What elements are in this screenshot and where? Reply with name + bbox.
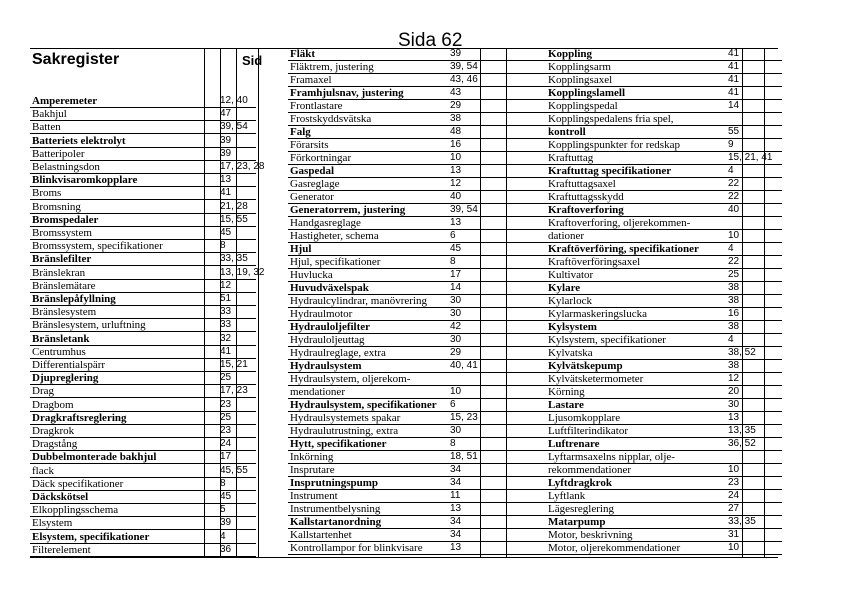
entry-label: Huvudväxelspak — [290, 282, 369, 294]
entry-pages: 40 — [450, 191, 462, 202]
entry-pages: 45 — [220, 491, 232, 502]
entry-pages: 14 — [728, 100, 740, 111]
entry-pages: 21, 28 — [220, 200, 248, 212]
entry-pages: 45 — [450, 243, 462, 254]
entry-label: Hydraulsystemets spakar — [290, 412, 401, 424]
entry-pages: 23 — [220, 425, 232, 436]
entry-label: Kylsystem, specifikationer — [548, 334, 666, 346]
page-title: Sida 62 — [398, 30, 463, 51]
entry-label: Lyftlank — [548, 490, 586, 502]
entry-label: Bränslefilter — [32, 253, 92, 266]
entry-pages: 22 — [728, 178, 740, 189]
entry-label: Kraftuttag — [548, 152, 594, 164]
entry-pages: 14 — [450, 282, 462, 293]
entry-label: Bränslekran — [32, 266, 86, 279]
entry-pages: 41 — [728, 74, 740, 85]
entry-pages: 41 — [220, 187, 232, 199]
entry-pages: 41 — [728, 48, 740, 59]
entry-pages: 23 — [220, 398, 232, 410]
entry-pages: 51 — [220, 293, 232, 304]
entry-pages: 36 — [220, 543, 232, 555]
entry-pages: 41 — [728, 87, 740, 98]
entry-label: Hydraulutrustning, extra — [290, 425, 399, 437]
entry-label: Bromspedaler — [32, 213, 99, 226]
entry-label: Kylvätsketermometer — [548, 373, 644, 385]
entry-label: rekommendationer — [548, 464, 632, 476]
entry-label: Belastningsdon — [32, 161, 100, 173]
entry-label: Batteriets elektrolyt — [32, 134, 126, 147]
entry-label: Blinkvisaromkopplare — [32, 174, 138, 187]
entry-label: Framhjulsnav, justering — [290, 87, 404, 99]
entry-label: Filterelement — [32, 543, 91, 556]
entry-label: Kraftuttagsskydd — [548, 191, 624, 203]
entry-label: Hydraulreglage, extra — [290, 347, 386, 359]
entry-label: Luftrenare — [548, 438, 600, 450]
entry-label: Hjul — [290, 243, 312, 255]
entry-label: Batten — [32, 121, 61, 134]
entry-pages: 13, 35 — [728, 425, 756, 436]
entry-pages: 30 — [450, 425, 462, 436]
entry-pages: 36, 52 — [728, 438, 756, 449]
entry-pages: 10 — [728, 464, 740, 475]
entry-pages: 30 — [450, 308, 462, 319]
entry-pages: 39, 54 — [450, 204, 478, 215]
entry-label: Elkopplingsschema — [32, 504, 119, 517]
entry-label: Kontrollampor for blinkvisare — [290, 542, 423, 554]
entry-pages: 9 — [728, 139, 734, 150]
entry-pages: 11 — [450, 490, 461, 501]
entry-label: Generatorrem, justering — [290, 204, 406, 216]
entry-label: Bränslesystem, urluftning — [32, 319, 146, 332]
entry-pages: 13 — [728, 412, 740, 423]
entry-label: Kraftuttagsaxel — [548, 178, 616, 190]
entry-label: Centrumhus — [32, 345, 86, 358]
entry-label: Kallstartenhet — [290, 529, 352, 541]
entry-pages: 10 — [728, 542, 740, 553]
entry-label: Hydrauloljefilter — [290, 321, 371, 333]
entry-label: Kopplingspunkter for redskap — [548, 139, 680, 151]
entry-label: Generator — [290, 191, 334, 203]
entry-label: Fläktrem, justering — [290, 61, 374, 73]
entry-pages: 16 — [450, 139, 462, 150]
entry-label: Hydraulcylindrar, manövrering — [290, 295, 428, 307]
entry-pages: 45, 55 — [220, 464, 248, 476]
entry-label: Dragstång — [32, 438, 78, 451]
entry-label: Hastigheter, schema — [290, 230, 379, 242]
entry-pages: 4 — [220, 530, 226, 542]
entry-label: Dubbelmonterade bakhjul — [32, 451, 157, 464]
entry-pages: 40, 41 — [450, 360, 478, 371]
entry-label: Drag — [32, 385, 54, 398]
entry-pages: 38 — [728, 295, 740, 306]
entry-label: Kylare — [548, 282, 581, 294]
entry-label: Hjul, specifikationer — [290, 256, 381, 268]
entry-pages: 12, 40 — [220, 95, 248, 106]
entry-label: Bränslemätare — [32, 279, 96, 292]
entry-pages: 13, 19, 32 — [220, 266, 265, 278]
entry-pages: 4 — [728, 165, 734, 176]
entry-label: Insprutare — [290, 464, 335, 476]
entry-label: Bakhjul — [32, 108, 67, 121]
entry-label: Hydraulsystem — [290, 360, 362, 372]
entry-label: Kraftöverföringsaxel — [548, 256, 641, 268]
entry-pages: 25 — [220, 411, 232, 423]
entry-pages: 38 — [728, 360, 740, 371]
entry-pages: 6 — [450, 230, 456, 241]
entry-pages: 13 — [450, 542, 462, 553]
entry-label: Däckskötsel — [32, 491, 89, 503]
entry-pages: 30 — [450, 295, 462, 306]
entry-pages: 22 — [728, 191, 740, 202]
entry-label: Frontlastare — [290, 100, 343, 112]
entry-pages: 24 — [220, 438, 232, 450]
entry-pages: 17 — [220, 451, 232, 463]
entry-pages: 39 — [450, 48, 462, 59]
entry-pages: 25 — [728, 269, 740, 280]
entry-pages: 10 — [450, 386, 462, 397]
entry-label: Dragkraftsreglering — [32, 411, 127, 424]
entry-label: Hytt, specifikationer — [290, 438, 387, 450]
entry-label: Insprutningspump — [290, 477, 379, 489]
entry-pages: 8 — [220, 477, 226, 489]
entry-label: Hydrauloljeuttag — [290, 334, 365, 346]
entry-pages: 39, 54 — [220, 121, 248, 133]
entry-label: dationer — [548, 230, 585, 242]
entry-pages: 15, 23 — [450, 412, 478, 423]
entry-pages: 13 — [450, 503, 462, 514]
entry-label: Frostskyddsvätska — [290, 113, 372, 125]
entry-label: Handgasreglage — [290, 217, 361, 229]
entry-pages: 17, 23 — [220, 385, 248, 397]
entry-pages: 38 — [728, 282, 740, 293]
row-rule — [546, 281, 782, 282]
entry-pages: 12 — [220, 279, 232, 291]
entry-label: Dragbom — [32, 398, 74, 411]
entry-pages: 40 — [728, 204, 740, 215]
entry-pages: 25 — [220, 372, 232, 384]
entry-label: Bromsning — [32, 200, 81, 213]
entry-label: Kraftuttag specifikationer — [548, 165, 672, 177]
entry-pages: 15, 21, 41 — [728, 152, 773, 163]
entry-label: Kopplingsaxel — [548, 74, 613, 86]
row-rule — [288, 125, 568, 126]
entry-pages: 41 — [728, 61, 740, 72]
entry-pages: 15, 55 — [220, 213, 248, 225]
column-divider — [204, 49, 205, 557]
index-title: Sakregister — [32, 51, 120, 68]
entry-pages: 16 — [728, 308, 740, 319]
entry-pages: 38 — [728, 321, 740, 332]
entry-pages: 12 — [450, 178, 462, 189]
entry-label: Dragkrok — [32, 425, 75, 437]
entry-label: Instrumentbelysning — [290, 503, 381, 515]
entry-pages: 5 — [220, 504, 226, 516]
entry-pages: 33 — [220, 306, 232, 318]
entry-label: Amperemeter — [32, 95, 98, 107]
entry-label: Hydraulsystem, oljerekom- — [290, 373, 411, 385]
entry-label: Gaspedal — [290, 165, 335, 177]
entry-label: Bromssystem — [32, 227, 92, 239]
entry-label: Kraftöverföring, specifikationer — [548, 243, 699, 255]
entry-label: Lyftdragkrok — [548, 477, 612, 489]
entry-label: Kylarmaskeringslucka — [548, 308, 647, 320]
entry-label: Däck specifikationer — [32, 477, 124, 490]
entry-pages: 8 — [220, 240, 226, 252]
entry-pages: 13 — [450, 165, 462, 176]
entry-pages: 20 — [728, 386, 740, 397]
entry-pages: 17, 23, 28 — [220, 161, 265, 172]
entry-label: Kylvätskepump — [548, 360, 623, 372]
entry-pages: 8 — [450, 438, 456, 449]
entry-label: Matarpump — [548, 516, 606, 528]
entry-label: Hydraulmotor — [290, 308, 353, 320]
entry-pages: 10 — [728, 230, 740, 241]
entry-pages: 6 — [450, 399, 456, 410]
entry-pages: 17 — [450, 269, 462, 280]
entry-label: Kopplingsarm — [548, 61, 611, 73]
entry-pages: 30 — [728, 399, 740, 410]
entry-label: Broms — [32, 187, 62, 200]
entry-label: Elsystem, specifikationer — [32, 530, 150, 543]
entry-label: flack — [32, 464, 54, 477]
entry-pages: 34 — [450, 464, 462, 475]
entry-label: Hydraulsystem, specifikationer — [290, 399, 437, 411]
entry-label: Differentialspärr — [32, 359, 106, 371]
entry-pages: 39 — [220, 517, 232, 529]
entry-pages: 45 — [220, 227, 232, 238]
entry-pages: 39 — [220, 134, 232, 146]
entry-label: Motor, oljerekommendationer — [548, 542, 681, 554]
entry-label: Bränsletank — [32, 332, 90, 345]
entry-pages: 43, 46 — [450, 74, 478, 85]
row-rule — [288, 242, 568, 243]
entry-pages: 27 — [728, 503, 740, 514]
entry-pages: 34 — [450, 477, 462, 488]
entry-label: Ljusomkopplare — [548, 412, 621, 424]
entry-pages: 48 — [450, 126, 462, 137]
entry-label: Kraftoverforing — [548, 204, 624, 216]
entry-label: Instrument — [290, 490, 338, 502]
entry-label: Kultivator — [548, 269, 594, 281]
row-rule — [30, 556, 256, 557]
entry-label: Kopplingslamell — [548, 87, 626, 99]
entry-label: Falg — [290, 126, 311, 138]
entry-pages: 47 — [220, 108, 232, 120]
entry-pages: 42 — [450, 321, 462, 332]
entry-pages: 32 — [220, 332, 232, 344]
entry-label: Kallstartanordning — [290, 516, 382, 528]
entry-pages: 38, 52 — [728, 347, 756, 358]
entry-pages: 22 — [728, 256, 740, 267]
entry-label: kontroll — [548, 126, 586, 138]
entry-pages: 13 — [220, 174, 232, 186]
entry-pages: 33 — [220, 319, 232, 331]
entry-label: Luftfilterindikator — [548, 425, 629, 437]
entry-pages: 41 — [220, 345, 232, 357]
entry-label: Lyftarmsaxelns nipplar, olje- — [548, 451, 675, 463]
entry-label: Förkortningar — [290, 152, 352, 164]
entry-pages: 30 — [450, 334, 462, 345]
entry-label: Kylsystem — [548, 321, 597, 333]
entry-label: mendationer — [290, 386, 345, 398]
entry-label: Kopplingspedal — [548, 100, 618, 112]
entry-pages: 39, 54 — [450, 61, 478, 72]
entry-pages: 55 — [728, 126, 740, 137]
entry-pages: 24 — [728, 490, 740, 501]
entry-label: Inkörning — [290, 451, 334, 463]
column-divider — [258, 49, 259, 557]
entry-label: Fläkt — [290, 48, 316, 60]
entry-label: Körning — [548, 386, 585, 398]
entry-pages: 33, 35 — [220, 253, 248, 265]
entry-pages: 13 — [450, 217, 462, 228]
entry-label: Bränslepåfyllning — [32, 293, 116, 305]
entry-pages: 33, 35 — [728, 516, 756, 527]
entry-pages: 4 — [728, 334, 734, 345]
entry-label: Kraftoverforing, oljerekommen- — [548, 217, 691, 229]
entry-label: Kylvatska — [548, 347, 593, 359]
entry-pages: 34 — [450, 516, 462, 527]
entry-label: Förarsits — [290, 139, 329, 151]
entry-pages: 31 — [728, 529, 740, 540]
page-column-title: Sid — [242, 53, 263, 68]
entry-label: Lastare — [548, 399, 584, 411]
entry-label: Framaxel — [290, 74, 332, 86]
entry-pages: 38 — [450, 113, 462, 124]
row-rule — [546, 554, 782, 555]
entry-pages: 29 — [450, 100, 462, 111]
entry-pages: 15, 21 — [220, 359, 248, 370]
entry-pages: 4 — [728, 243, 734, 254]
entry-pages: 8 — [450, 256, 456, 267]
entry-label: Gasreglage — [290, 178, 340, 190]
entry-pages: 18, 51 — [450, 451, 478, 462]
entry-pages: 10 — [450, 152, 462, 163]
entry-label: Bränslesystem — [32, 306, 97, 319]
entry-pages: 39 — [220, 147, 232, 159]
entry-label: Elsystem — [32, 517, 73, 530]
entry-label: Koppling — [548, 48, 593, 60]
entry-label: Huvlucka — [290, 269, 333, 281]
entry-label: Kopplingspedalens fria spel, — [548, 113, 674, 125]
entry-pages: 12 — [728, 373, 740, 384]
entry-label: Batteripoler — [32, 147, 85, 160]
entry-label: Djupreglering — [32, 372, 99, 385]
row-rule — [288, 138, 568, 139]
entry-pages: 23 — [728, 477, 740, 488]
entry-label: Lägesreglering — [548, 503, 614, 515]
entry-label: Kylarlock — [548, 295, 592, 307]
entry-label: Bromssystem, specifikationer — [32, 240, 163, 253]
row-rule — [288, 554, 568, 555]
entry-pages: 34 — [450, 529, 462, 540]
entry-label: Motor, beskrivning — [548, 529, 633, 541]
entry-pages: 29 — [450, 347, 462, 358]
entry-pages: 43 — [450, 87, 462, 98]
